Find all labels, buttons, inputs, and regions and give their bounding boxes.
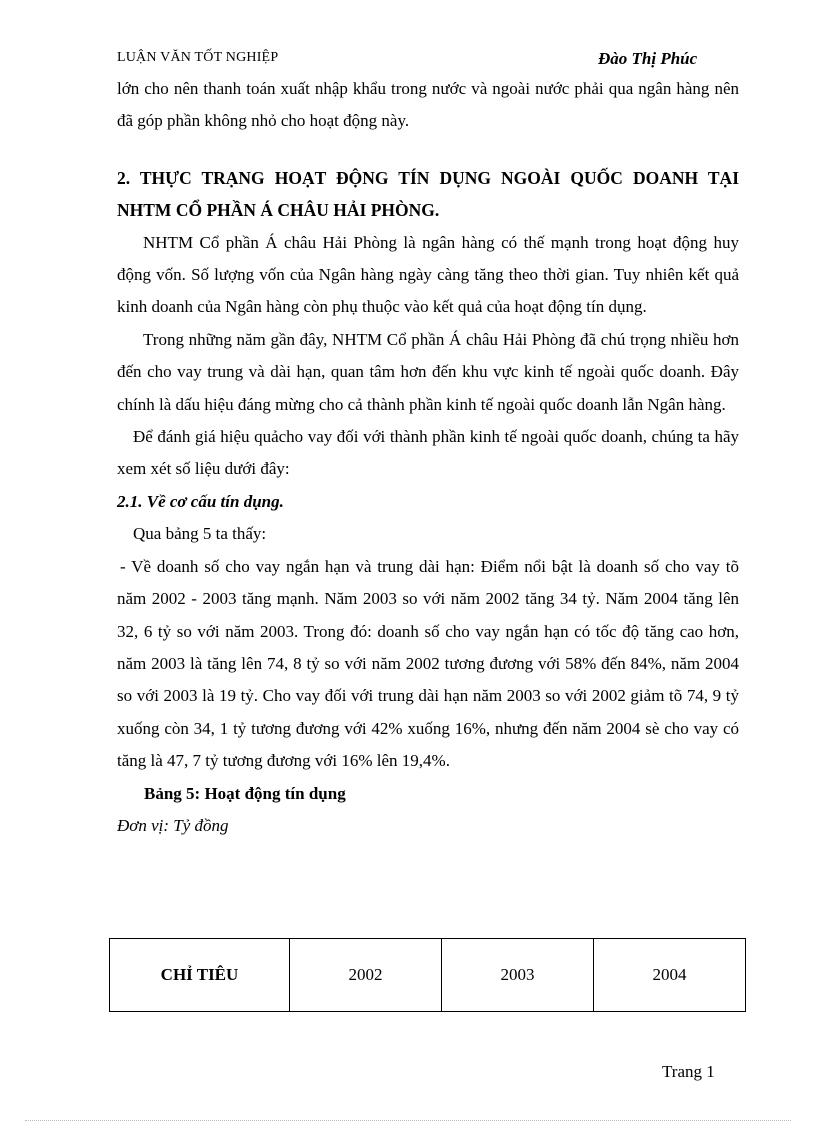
table-header-cell: CHỈ TIÊU bbox=[110, 939, 290, 1012]
spacer bbox=[117, 138, 739, 162]
page-break-line bbox=[25, 1120, 791, 1121]
lead-sentence: Qua bảng 5 ta thấy: bbox=[133, 524, 267, 544]
credit-activity-table bbox=[109, 938, 746, 1012]
table-unit: Đơn vị: Tỷ đồng bbox=[117, 815, 229, 835]
analysis-paragraph: - Về doanh số cho vay ngắn hạn và trung dài hạn: Điểm nổi bật là doanh số cho vay tõ năm 2002 - 2003 tăng mạnh. Năm 2003 so với năm 2002 tăng 34 tỷ. Năm 2004 tăng lên 32, 6 tỷ so với năm 2003. Trong đó: doanh số cho vay ngắn hạn có tốc độ tăng cao hơn, năm 2003 là tăng lên 74, 8 tỷ so với năm 2002 tương đương với 58% đến 84%, năm 2004 so với 2003 là 19 tỷ. Cho vay đối với trung dài hạn năm 2003 so với 2002 giảm tõ 74, 9 tỷ xuống còn 34, 1 tỷ tương đương với 42% xuống 16%, nhưng đến năm 2004 sè cho vay có tăng là 47, 7 tỷ tương đương với 16% lên 19,4%. bbox=[117, 556, 739, 771]
section-heading: 2. THỰC TRẠNG HOẠT ĐỘNG TÍN DỤNG NGOÀI QUỐC DOANH TẠI NHTM CỔ PHẦN Á CHÂU HẢI PHÒNG. bbox=[117, 167, 739, 221]
table-header-row bbox=[110, 939, 746, 1012]
paragraph-1: NHTM Cổ phần Á châu Hải Phòng là ngân hàng có thế mạnh trong hoạt động huy động vốn. Số lượng vốn của Ngân hàng ngày càng tăng theo thời gian. Tuy nhiên kết quả kinh doanh của Ngân hàng còn phụ thuộc vào kết quả của hoạt động tín dụng. bbox=[117, 232, 739, 317]
table-header-cell: 2003 bbox=[442, 939, 594, 1012]
page-number: Trang 1 bbox=[662, 1062, 715, 1081]
subsection-heading: 2.1. Về cơ cấu tín dụng. bbox=[117, 491, 284, 511]
paragraph-2: Trong những năm gần đây, NHTM Cổ phần Á châu Hải Phòng đã chú trọng nhiều hơn đến cho vay trung và dài hạn, quan tâm hơn đến khu vực kinh tế ngoài quốc doanh. Đây chính là dấu hiệu đáng mừng cho cả thành phần kinh tế ngoài quốc doanh lẫn Ngân hàng. bbox=[117, 329, 739, 414]
table-caption: Bảng 5: Hoạt động tín dụng bbox=[144, 783, 346, 803]
document-body bbox=[117, 73, 739, 842]
paragraph-3: Để đánh giá hiệu quảcho vay đối với thành phần kinh tế ngoài quốc doanh, chúng ta hãy xem xét số liệu dưới đây: bbox=[117, 427, 739, 479]
table-header-cell: 2004 bbox=[594, 939, 746, 1012]
table-header-cell: 2002 bbox=[290, 939, 442, 1012]
intro-paragraph: lớn cho nên thanh toán xuất nhập khẩu trong nước và ngoài nước phải qua ngân hàng nên đã góp phần không nhỏ cho hoạt động này. bbox=[117, 79, 739, 131]
running-header-title: LUẬN VĂN TỐT NGHIỆP bbox=[117, 50, 279, 65]
running-header-author: Đào Thị Phúc bbox=[598, 49, 698, 68]
